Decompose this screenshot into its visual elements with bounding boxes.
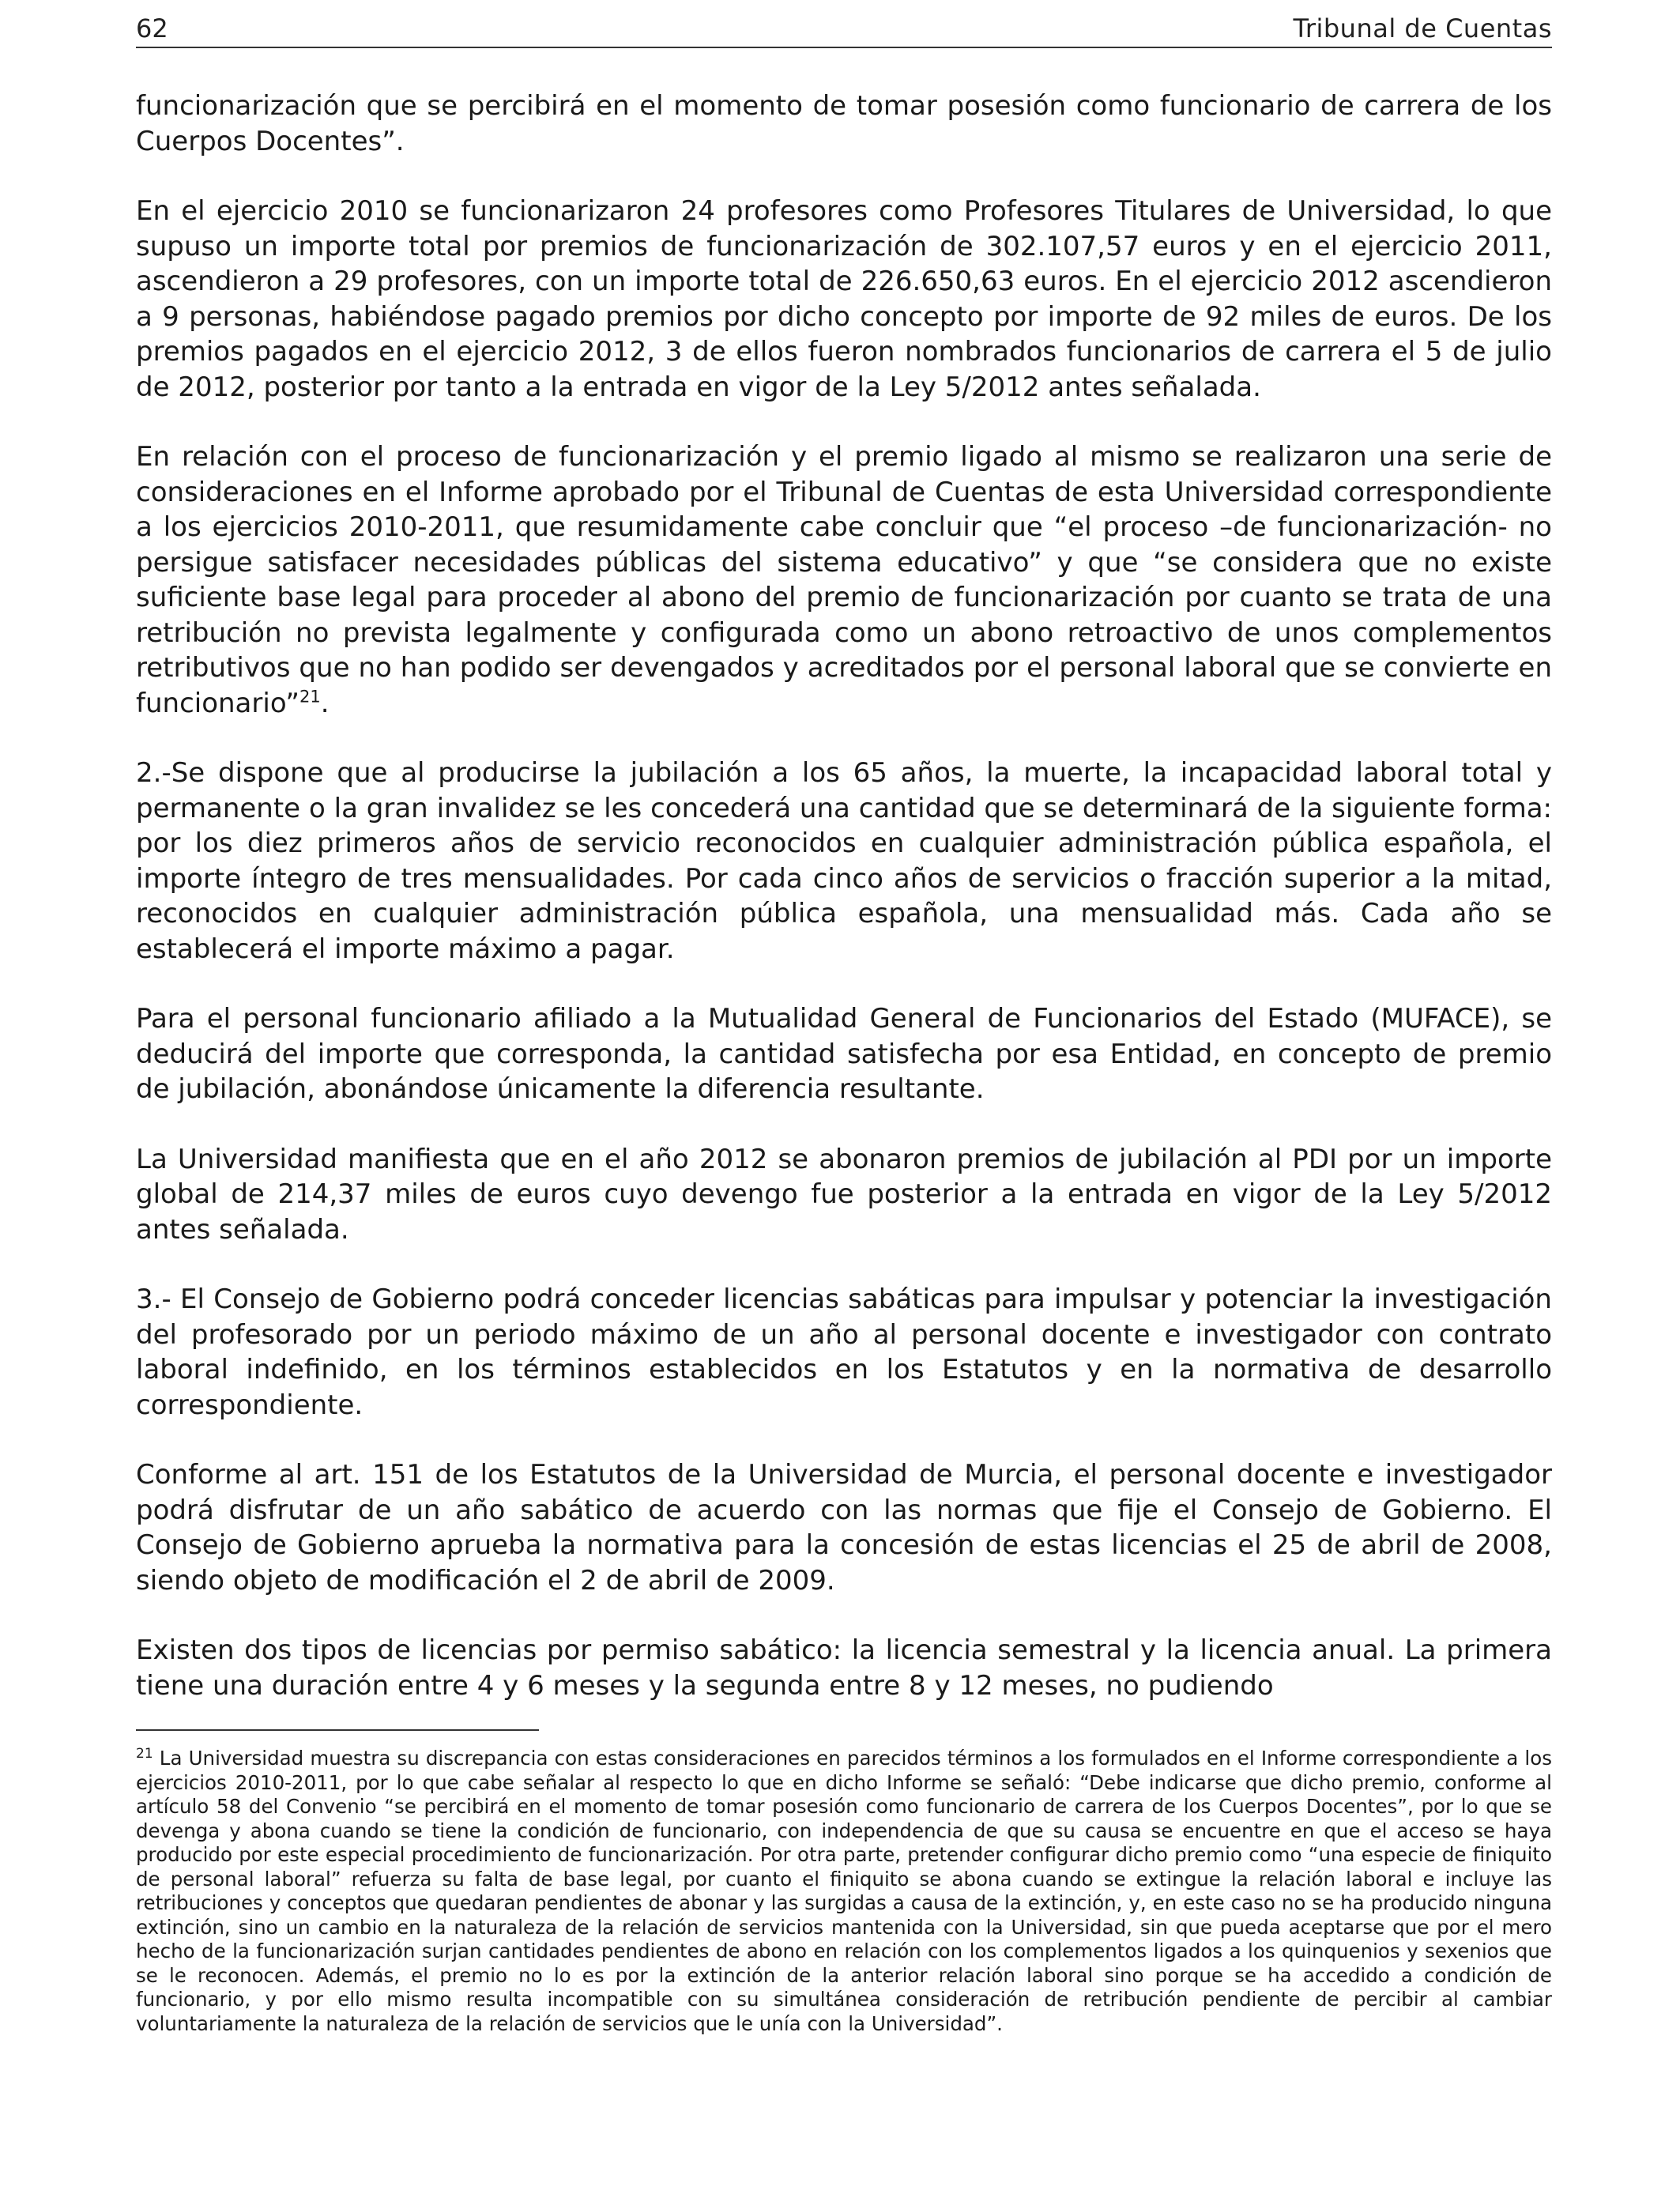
document-page [136,0,1552,2194]
footnote-divider [136,1729,539,1731]
paragraph: Para el personal funcionario afiliado a la Mutualidad General de Funcionarios del Estado (MUFACE), se deducirá del importe que corresponda, la cantidad satisfecha por esa Entidad, en concepto de premio de jubilación, abonándose únicamente la diferencia resultante. [136,1003,1552,1105]
paragraph-tail: . [320,687,330,719]
paragraph: Conforme al art. 151 de los Estatutos de la Universidad de Murcia, el personal docente e investigador podrá disfrutar de un año sabático de acuerdo con las normas que fije el Consejo de Gobierno. El Consejo de Gobierno aprueba la normativa para la concesión de estas licencias el 25 de abril de 2008, siendo objeto de modificación el 2 de abril de 2009. [136,1459,1552,1596]
footnote-number: 21 [136,1745,153,1762]
paragraph: En el ejercicio 2010 se funcionarizaron 24 profesores como Profesores Titulares de Universidad, lo que supuso un importe total por premios de funcionarización de 302.107,57 euros y en el ejercicio 2011, ascendieron a 29 profesores, con un importe total de 226.650,63 euros. En el ejercicio 2012 ascendieron a 9 personas, habiéndose pagado premios por dicho concepto por importe de 92 miles de euros. De los premios pagados en el ejercicio 2012, 3 de ellos fueron nombrados funcionarios de carrera el 5 de julio de 2012, posterior por tanto a la entrada en vigor de la Ley 5/2012 antes señalada. [136,195,1552,403]
footnote-text: La Universidad muestra su discrepancia con estas consideraciones en parecidos términos a los formulados en el Informe correspondiente a los ejercicios 2010-2011, por lo que cabe señalar al respecto lo que en dicho Informe se señaló: “Debe indicarse que dicho premio, conforme al artículo 58 del Convenio “se percibirá en el momento de tomar posesión como funcionario de carrera de los Cuerpos Docentes”, por lo que se devenga y abona cuando se tiene la condición de funcionario, con independencia de que su causa se encuentre en que el acceso se haya producido por este especial procedimiento de funcionarización. Por otra parte, pretender configurar dicho premio como “una especie de finiquito de personal laboral” refuerza su falta de base legal, por cuanto el finiquito se abona cuando se extingue la relación laboral e incluye las retribuciones y conceptos que quedaran pendientes de abonar y las surgidas a causa de la extinción, y, en este caso no se ha producido ninguna extinción, sino un cambio en la naturaleza de la relación de servicios mantenida con la Universidad, sin que pueda aceptarse que por el mero hecho de la funcionarización surjan cantidades pendientes de abono en relación con los complementos ligados a los quinquenios y sexenios que se le reconocen. Además, el premio no lo es por la extinción de la anterior relación laboral sino porque se ha accedido a condición de funcionario, y por ello mismo resulta incompatible con su simultánea consideración de retribución pendiente de percibir al cambiar voluntariamente la naturaleza de la relación de servicios que le unía con la Universidad”. [136,1747,1552,2035]
paragraph: 2.-Se dispone que al producirse la jubilación a los 65 años, la muerte, la incapacidad laboral total y permanente o la gran invalidez se les concederá una cantidad que se determinará de la siguiente forma: por los diez primeros años de servicio reconocidos en cualquier administración pública española, el importe íntegro de tres mensualidades. Por cada cinco años de servicios o fracción superior a la mitad, reconocidos en cualquier administración pública española, una mensualidad más. Cada año se establecerá el importe máximo a pagar. [136,757,1552,965]
paragraph: 3.- El Consejo de Gobierno podrá conceder licencias sabáticas para impulsar y potenciar la investigación del profesorado por un periodo máximo de un año al personal docente e investigador con contrato laboral indefinido, en los términos establecidos en los Estatutos y en la normativa de desarrollo correspondiente. [136,1284,1552,1421]
page-number: 62 [136,13,168,43]
body-text [136,89,1552,1703]
paragraph-with-footnote [136,439,1552,721]
footnote [136,1747,1552,2036]
paragraph: funcionarización que se percibirá en el momento de tomar posesión como funcionario de carrera de los Cuerpos Docentes”. [136,90,1552,157]
footnote-reference[interactable]: 21 [299,687,321,707]
header-divider [136,47,1552,48]
page-header [136,9,1552,47]
paragraph: La Universidad manifiesta que en el año 2012 se abonaron premios de jubilación al PDI por un importe global de 214,37 miles de euros cuyo devengo fue posterior a la entrada en vigor de la Ley 5/2012 antes señalada. [136,1143,1552,1246]
paragraph-text: En relación con el proceso de funcionarización y el premio ligado al mismo se realizaron una serie de consideraciones en el Informe aprobado por el Tribunal de Cuentas de esta Universidad correspondiente a los ejercicios 2010-2011, que resumidamente cabe concluir que “el proceso –de funcionarización- no persigue satisfacer necesidades públicas del sistema educativo” y que “se considera que no existe suficiente base legal para proceder al abono del premio de funcionarización por cuanto se trata de una retribución no prevista legalmente y configurada como un abono retroactivo de unos complementos retributivos que no han podido ser devengados y acreditados por el personal laboral que se convierte en funcionario” [136,441,1552,719]
running-title: Tribunal de Cuentas [1293,13,1552,43]
paragraph: Existen dos tipos de licencias por permiso sabático: la licencia semestral y la licencia anual. La primera tiene una duración entre 4 y 6 meses y la segunda entre 8 y 12 meses, no pudiendo [136,1634,1552,1702]
